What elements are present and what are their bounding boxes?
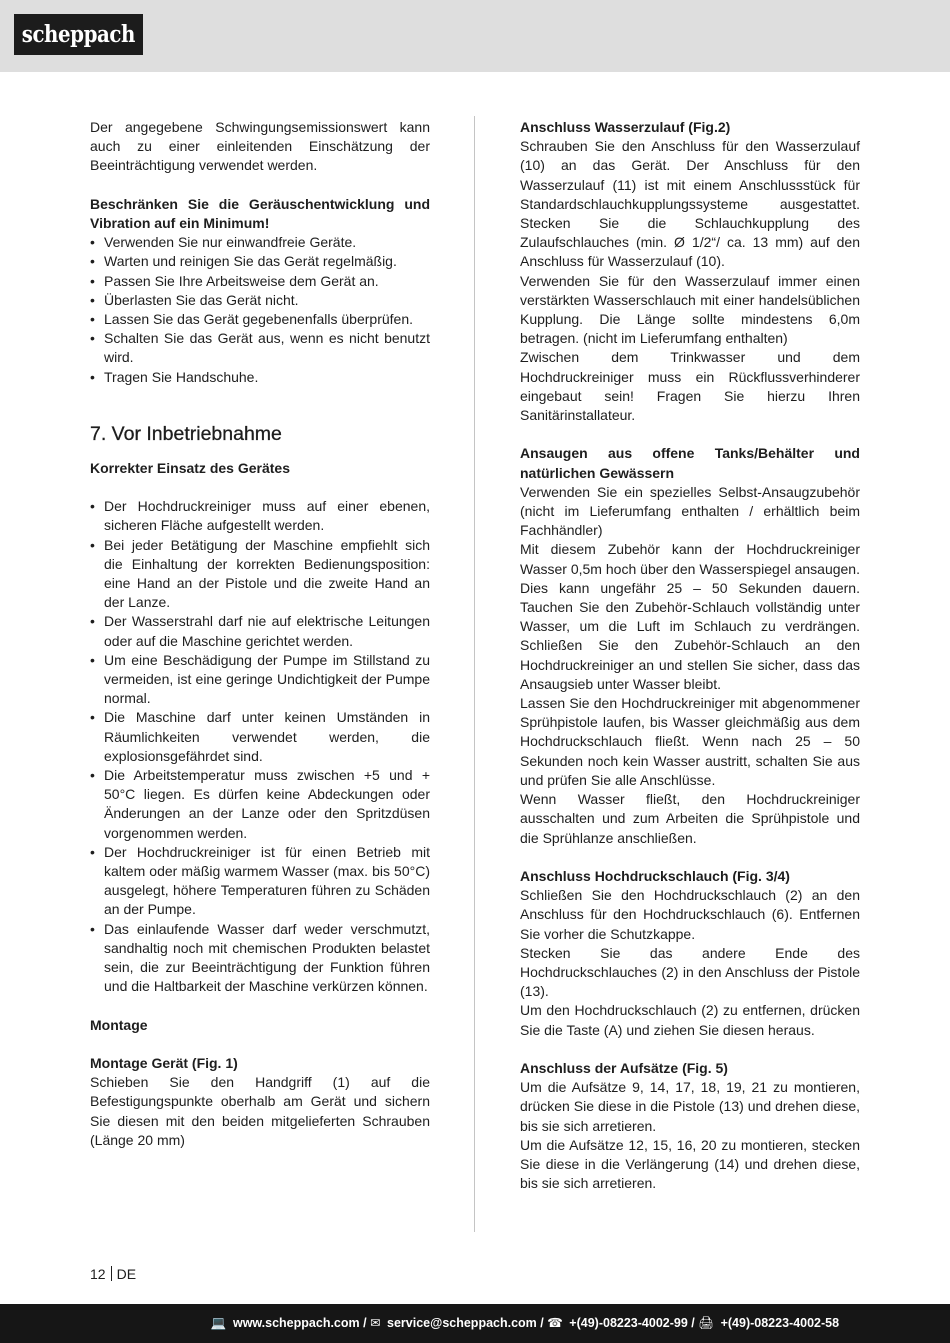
suction-paragraph: Lassen Sie den Hochdruckreiniger mit abgenommener Sprühpistole laufen, bis Wasser gleichmäßig aus dem Hochdruckschlauch fließt. Wenn nach 25 – 50 Sekunden noch kein Wasser austritt, schalten Sie aus und prüfen Sie alle Anschlüsse. [520,695,860,788]
suction-paragraph: Mit diesem Zubehör kann der Hochdruckreiniger Wasser 0,5m hoch über den Wasserspiegel ansaugen. Dies kann ungefähr 25 – 50 Sekunden dauern. Tauchen Sie den Zubehör-Schlauch vollständig unter Wasser, um die Luft im Schlauch zu verdrängen. Schließen Sie den Zubehör-Schlauch an den Hochdruckreiniger an und stellen Sie sicher, dass das Ansaugsieb unter Wasser bleibt. [520,541,860,692]
fax-icon: 🖨 [698,1316,715,1330]
list-item: • Das einlaufende Wasser darf weder verschmutzt, sandhaltig noch mit chemischen Produkten belastet sein, die zur Beeinträchtigung der Funktion führen und die Haltbarkeit der Maschine verkürzen können. [90,920,430,997]
attachments-heading: Anschluss der Aufsätze (Fig. 5) [520,1059,728,1076]
vibration-intro-text: Der angegebene Schwingungsemissionswert kann auch zu einer einleitenden Einschätzung der Beeinträchtigung verwendet werden. [90,119,430,174]
montage-heading: Montage [90,1016,148,1033]
list-item: • Der Hochdruckreiniger muss auf einer ebenen, sicheren Fläche aufgestellt werden. [90,497,430,535]
left-column [90,118,430,1150]
website-link[interactable]: www.scheppach.com / [232,1316,367,1330]
attachments-paragraph: Um die Aufsätze 9, 14, 17, 18, 19, 21 zu montieren, drücken Sie diese in die Pistole (13) und drehen diese, bis sie sich arretieren. [520,1079,860,1134]
mail-icon: ✉ [370,1316,381,1330]
list-item: • Schalten Sie das Gerät aus, wenn es nicht benutzt wird. [90,329,430,367]
page-number: 12 [90,1266,106,1282]
section-title: 7. Vor Inbetriebnahme [90,422,282,445]
hose-paragraph: Schließen Sie den Hochdruckschlauch (2) an den Anschluss für den Hochdruckschlauch (6). Entfernen Sie vorher die Schutzkappe. [520,887,860,942]
water-inlet-heading: Anschluss Wasserzulauf (Fig.2) [520,119,731,135]
list-item: • Die Maschine darf unter keinen Umständen in Räumlichkeiten verwendet werden, die explosionsgefährdet sind. [90,708,430,766]
footer-separator [111,1266,112,1281]
water-inlet-paragraph: Schrauben Sie den Anschluss für den Wasserzulauf (10) an das Gerät. Der Anschluss für den Wasserzulauf (11) ist mit einem Anschlussstück für Standardschlauchkupplungssysteme ausgestattet. Stecken Sie die Schlauchkupplung des Zulaufschlauches (min. Ø 1/2“/ ca. 13 mm) auf den Anschluss für Wasserzulauf (10). [520,138,860,270]
suction-paragraph: Verwenden Sie ein spezielles Selbst-Ansaugzubehör (nicht im Lieferumfang enthalten / erhältlich beim Fachhändler) [520,483,860,539]
suction-paragraph: Wenn Wasser fließt, den Hochdruckreiniger ausschalten und zum Arbeiten die Sprühpistole und die Sprühlanze anschließen. [520,791,860,846]
list-item: • Passen Sie Ihre Arbeitsweise dem Gerät an. [90,272,430,291]
hose-paragraph: Um den Hochdruckschlauch (2) zu entfernen, drücken Sie die Taste (A) und ziehen Sie diesen heraus. [520,1002,860,1038]
phone-icon: ☎ [547,1316,563,1330]
phone-number: +(49)-08223-4002-99 / [569,1316,695,1330]
header-band [0,0,950,72]
correct-use-heading: Korrekter Einsatz des Gerätes [90,459,290,476]
list-item: • Der Hochdruckreiniger ist für einen Betrieb mit kaltem oder mäßig warmem Wasser (max. bis 50°C) ausgelegt, höhere Temperaturen führen zu Schäden an der Pumpe. [90,843,430,920]
hose-paragraph: Stecken Sie das andere Ende des Hochdruckschlauches (2) in den Anschluss der Pistole (13). [520,944,860,1000]
language-code: DE [116,1266,137,1282]
column-divider [474,116,475,1232]
contact-bar [0,1304,950,1343]
computer-icon: 💻 [210,1316,227,1330]
list-item: • Bei jeder Betätigung der Maschine empfiehlt sich die Einhaltung der korrekten Bedienungsposition: eine Hand an der Pistole und die zweite Hand an der Lanze. [90,536,430,613]
water-inlet-paragraph: Verwenden Sie für den Wasserzulauf immer einen verstärkten Wasserschlauch mit einer handelsüblichen Kupplung. Die Länge sollte mindestens 6,0m betragen. (nicht im Lieferumfang enthalten) [520,272,860,347]
list-item: • Lassen Sie das Gerät gegebenenfalls überprüfen. [90,310,430,329]
list-item: • Um eine Beschädigung der Pumpe im Stillstand zu vermeiden, ist eine geringe Undichtigkeit der Pumpe normal. [90,651,430,709]
minimize-list [90,233,430,387]
montage-device-heading: Montage Gerät (Fig. 1) [90,1055,238,1072]
list-item: • Verwenden Sie nur einwandfreie Geräte. [90,233,430,252]
right-column [520,118,860,1193]
list-item: • Der Wasserstrahl darf nie auf elektrische Leitungen oder auf die Maschine gerichtet werden. [90,612,430,650]
list-item: • Überlasten Sie das Gerät nicht. [90,291,430,310]
minimize-heading: Beschränken Sie die Geräuschentwicklung und Vibration auf ein Minimum! [90,195,430,231]
hose-heading: Anschluss Hochdruckschlauch (Fig. 3/4) [520,867,790,884]
suction-heading: Ansaugen aus offene Tanks/Behälter und natürlichen Gewässern [520,445,860,481]
water-inlet-paragraph: Zwischen dem Trinkwasser und dem Hochdruckreiniger muss ein Rückflussverhinderer eingebaut sein! Fragen Sie hierzu Ihren Sanitärinstallateur. [520,349,860,424]
montage-device-text: Schieben Sie den Handgriff (1) auf die Befestigungspunkte oberhalb am Gerät und sichern Sie diesen mit den beiden mitgelieferten Schrauben (Länge 20 mm) [90,1074,430,1148]
brand-logo[interactable]: scheppach [14,14,143,55]
correct-use-list [90,497,430,996]
list-item: • Die Arbeitstemperatur muss zwischen +5 und + 50°C liegen. Es dürfen keine Abdeckungen oder Änderungen an der Lanze oder den Spritzdüsen vorgenommen werden. [90,766,430,843]
attachments-paragraph: Um die Aufsätze 12, 15, 16, 20 zu montieren, stecken Sie diese in die Verlängerung (14) und drehen diese, bis sie sich arretieren. [520,1136,860,1192]
fax-number: +(49)-08223-4002-58 [720,1316,840,1330]
list-item: • Warten und reinigen Sie das Gerät regelmäßig. [90,252,430,271]
list-item: • Tragen Sie Handschuhe. [90,368,430,387]
page-footer [90,1264,136,1284]
email-link[interactable]: service@scheppach.com / [387,1316,544,1330]
